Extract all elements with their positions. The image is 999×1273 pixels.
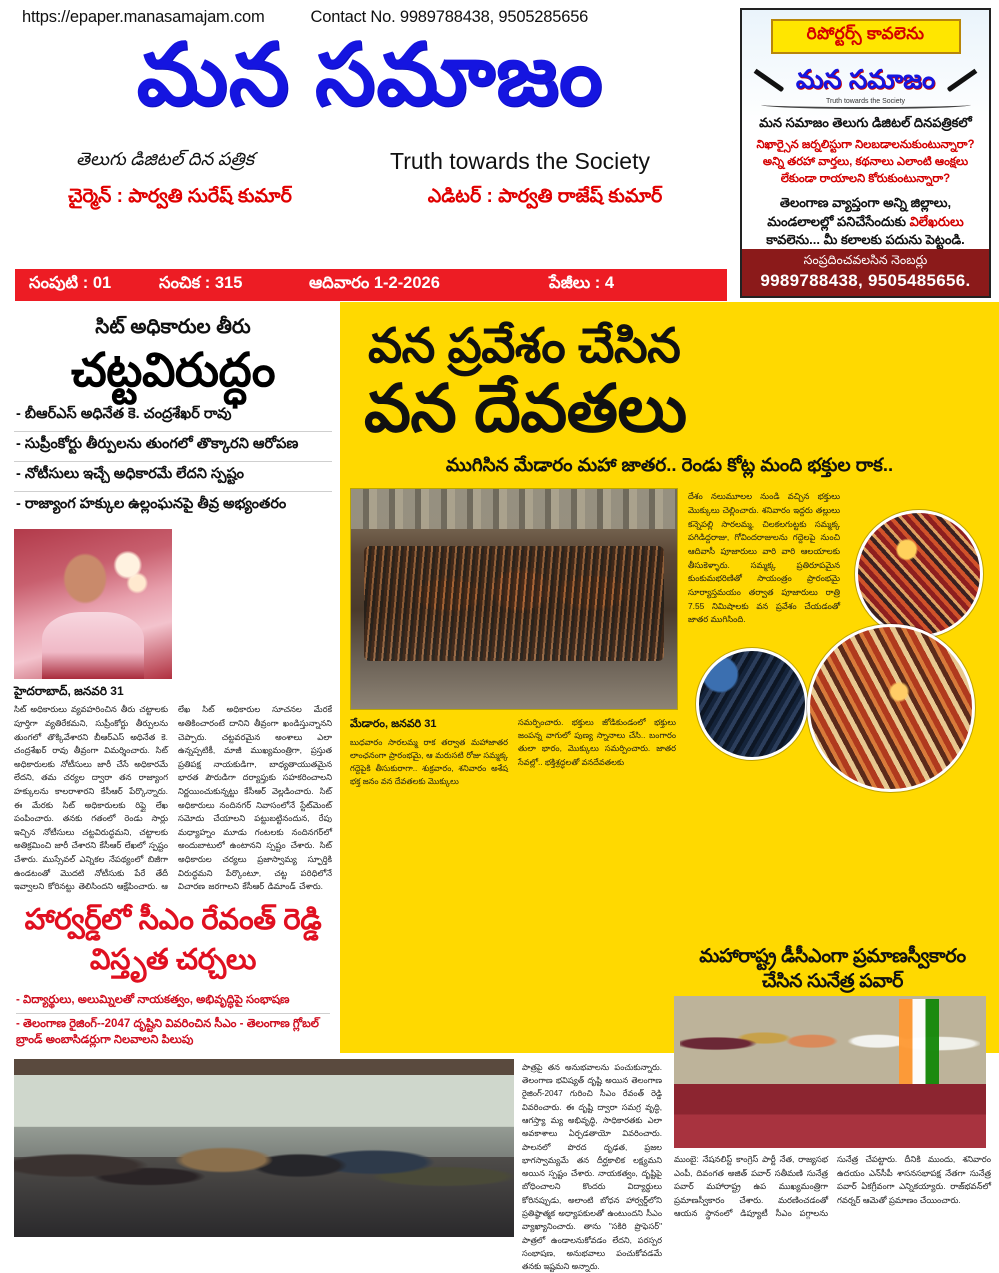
masthead-logo (0, 25, 740, 140)
kcr-story-flow (14, 527, 332, 894)
ad-line-1: మన సమాజం తెలుగు డిజిటల్ దినపత్రికలో (759, 115, 972, 131)
pawar-story-body: ముంబై: నేషనలిస్ట్ కాంగ్రెస్ పార్టీ నేత, రాజ్యసభ ఎంపీ, దివంగత అజిత్ పవార్ సతీమణి సునేత్ర పవార్ మహారాష్ట్ర ఉప ముఖ్యమంత్రిగా ప్రమాణస్వీకారం చేశారు. మరణించడంతో ఆయన స్థానంలో డిప్యూటీ సీఎం పగ్గాలను సునేత్ర చేపట్టారు. దీనికి ముందు, శనివారం ఉదయం ఎన్‌సీపీ శాసనసభాపక్ష నేతగా సునేత్ర పవార్ ఏకగ్రీవంగా ఎన్నికయ్యారు. రాజ్‌భవన్‌లో గవర్నర్ ఆమెతో ప్రమాణం చేయించారు. (674, 1154, 991, 1218)
ad-logo-subtitle: Truth towards the Society (825, 98, 906, 105)
medaram-col-1 (350, 716, 508, 788)
ad-line-3b: కావలెను... మీ కలాలకు పదును పెట్టండి. (766, 231, 965, 247)
medaram-right-text: దేశం నలుమూలల నుండి వచ్చిన భక్తులు మొక్కులు చెల్లించారు. శనివారం ఇద్దరు తల్లులు కన్నెపల్లి సారలమ్మ, చిలకలగుట్టకు సమ్మక్క పగిడిద్దరాజు, గోవిందరాజులను గద్దెలపై నుంచి ఆదివాసీ పూజారులు వారి వారి ఆలయాలకు తీసుకెళ్ళారు. సమ్మక్క ప్రతిరూపమైన కుంకుమభరిణితో సాయంత్రం ప్రారంభమై సూర్యాస్తమయం తర్వాత పూజారులు రాత్రి 7.55 నిమిషాలకు వన ప్రవేశం చేయడంతో జాతర ముగిసింది. (688, 491, 840, 625)
harvard-row (14, 1053, 662, 1273)
bullet-item: - తెలంగాణ రైజింగ్--2047 దృష్టిని వివరించిన సీఎం - తెలంగాణ గ్లోబల్ బ్రాండ్ అంబాసిడర్లుగా నిలవాలని పిలుపు (16, 1013, 330, 1053)
pawar-headline-line2: చేసిన సునేత్ర పవార్ (761, 970, 904, 992)
harvard-students-photo (14, 1059, 514, 1237)
kcr-photo (14, 529, 172, 679)
harvard-bullets (14, 986, 332, 1053)
ad-footer (742, 249, 989, 296)
medaram-right-block (688, 488, 989, 788)
medaram-circle-photo-2 (696, 648, 808, 760)
ad-logo-block (742, 64, 989, 105)
bullet-item: - సుప్రీంకోర్టు తీర్పులను తుంగలో తొక్కారని ఆరోపణ (14, 431, 332, 461)
ad-yellow-banner: రిపోర్టర్స్ కావలెను (771, 19, 961, 54)
recruitment-ad[interactable] (740, 8, 991, 298)
bullet-item: - నోటీసులు ఇచ్చే అధికారమే లేదని స్పష్టం (14, 461, 332, 491)
pages-label: పేజీలు : 4 (549, 274, 615, 292)
editor-credit: ఎడిటర్ : పార్వతి రాజేష్ కుమార్ (427, 186, 663, 207)
volume-label: సంపుటి : 01 (29, 274, 112, 292)
pawar-oath-photo (674, 996, 986, 1148)
contact-number: Contact No. 9989788438, 9505285656 (310, 8, 589, 26)
bullet-item: - రాజ్యాంగ హక్కుల ఉల్లంఘనపై తీవ్ర అభ్యంతరం (14, 491, 332, 521)
medaram-aerial-photo (350, 488, 678, 710)
medaram-left-block (350, 488, 680, 788)
medaram-headline-line1: వన ప్రవేశం చేసిన (368, 320, 681, 373)
left-column (0, 302, 340, 1053)
kcr-story-kicker: సిట్ అధికారుల తీరు (95, 316, 251, 338)
bullet-item: - బీఆర్ఎస్ అధినేత కె. చంద్రశేఖర్ రావు (16, 406, 232, 423)
issue-label: సంచిక : 315 (159, 274, 243, 292)
pawar-story-block (670, 945, 999, 1273)
ad-line-3a: తెలంగాణ వ్యాప్తంగా అన్ని జిల్లాలు, మండలాలల్లో పనిచేసేందుకు (767, 195, 952, 229)
ad-line-3-highlight: విలేఖరులు (909, 213, 964, 229)
medaram-circle-photo-3 (807, 624, 975, 792)
credits-row (0, 174, 740, 212)
masthead-left (0, 4, 740, 302)
kcr-dateline: హైదరాబాద్, జనవరి 31 (14, 684, 124, 699)
harvard-story-block (0, 1053, 670, 1273)
epaper-url[interactable]: https://epaper.manasamajam.com (22, 8, 265, 26)
medaram-caption-row (350, 710, 680, 788)
top-info-line (0, 4, 740, 27)
medaram-dateline: మేడారం, జనవరి 31 (350, 718, 437, 731)
main-content (0, 302, 999, 1053)
publication-title: మన సమాజం (136, 27, 604, 123)
harvard-story-body: పాత్రపై తన అనుభవాలను పంచుకున్నారు. తెలంగాణ భవిష్యత్ దృష్టి అయిన తెలంగాణ రైజింగ్-2047 గురించి సీఎం రేవంత్ రెడ్డి వివరించారు. ఈ దృష్టి ద్వారా సమగ్ర వృద్ధి, ఆగస్త్యా మ్య అభివృద్ధి, సాధికారతకు ఎలా అవకాశాలు ఏర్పడతాయో వివరించారు. పాలనలో పొరద దృఢత, ప్రజల భాగస్వామ్యమే తన దీర్ఘకాలిక లక్ష్యమని అయిన స్పష్టం చేశారు. నాయకత్వం, దృష్టిపై బోధించాలని కొందరు విద్యార్థులు కోరినప్పుడు, అలాంటి బోధన హార్వర్డ్‌లోని ప్రతిష్ఠాత్మక అధ్యాపకులతో ఉంటుందని సీఎం వ్యాఖ్యానించారు. తాను "సకిరి ప్రొఫెసర్" పాత్రలో ఉండాలనుకోవడం లేదని, పరస్పర సంభాషణ, అనుభవాలు పంచుకోవడమే తనకు ఇష్టమని అన్నారు. (522, 1062, 662, 1272)
tagline-telugu: తెలుగు డిజిటల్ దిన పత్రిక (76, 148, 254, 169)
kcr-story-bullets (14, 402, 332, 521)
tagline-row (0, 140, 740, 174)
ad-footer-numbers: 9989788438, 9505485656. (760, 271, 971, 290)
kcr-story-body: సిట్ అధికారులు వ్యవహరించిన తీరు చట్టాలకు పూర్తిగా వ్యతిరేకమని, సుప్రీంకోర్టు తీర్పులను తుంగలో తొక్కివేశారని బీఆర్ఎస్ అధినేత కె. చంద్రశేఖర్ రావు తీవ్రంగా విమర్శించారు. సిట్ అధికారులకు నోటీసులు జారీ చేసే అధికారమే లేదని, తమ చర్యల ద్వారా తన రాజ్యాంగ హక్కులను కాలరాశారని కేసీఆర్ పేర్కొన్నారు. ఈ మేరకు సిట్ అధికారులకు రిప్లై లేఖ పంపించారు. తనకు గతంలో రెండు సార్లు ఇచ్చిన నోటీసులు చట్టవిరుద్ధమని, చట్టాలకు అతిక్రమించి జారీ చేశారని కేసీఆర్ లేఖలో స్పష్టం చేశారు. ముస్సేవల్ ఎన్నికల నేపథ్యంలో బిజీగా ఉండటంతో మొదటి నోటీసుకు పేరే తేదీ ఇవ్వాలని కోరినట్టు తెలిసిందని ఆక్షేపించారు. ఆ లేఖ సిట్ అధికారుల సూచనల మేరకే అతికించారంటే దానిని తీవ్రంగా ఖండిస్తున్నానని చెప్పారు. చట్టవరమైన అంశాలు ఎలా ఉన్నప్పటికీ, మాజీ ముఖ్యమంత్రిగా, ప్రస్తుత ప్రతిపక్ష నాయకుడిగా, బాధ్యతాయుతమైన భారత పౌరుడిగా దర్యాప్తుకు సహకరించాలని నిర్ణయించుకున్నట్టు కేసీఆర్ వెల్లడించారు. సిట్ అధికారులు నందినగర్ నివాసంలోనే స్టేట్‌మెంట్ సమోదు చేయాలని పట్టుబట్టినందున, రేపు మధ్యాహ్నం మూడు గంటలకు నందినగర్‌లో అందుబాటులో ఉంటానని స్పష్టం చేశారు. సిట్ అధికారుల చర్యలు ప్రజాస్వామ్య స్ఫూర్తికి విరుద్ధమని పేర్కొంటూ, చట్ట పరిధిలోనే విచారణ జరగాలని కేసీఆర్ డిమాండ్ చేశారు. (14, 704, 332, 892)
tagline-english: Truth towards the Society (390, 147, 650, 174)
medaram-col1-text: బుధవారం సారలమ్మ రాక తర్వాత మహాజాతర లాంఛనంగా ప్రారంభమై, ఆ మరుసటి రోజు సమ్మక్క గద్దెపైకి తీసుకురాగా.. శుక్రవారం, శనివారం అశేష భక్త జనం వన దేవతలకు మొక్కులు (350, 737, 508, 787)
harvard-headline: హార్వర్డ్‌లో సీఎం రేవంత్ రెడ్డి విస్తృత చర్చలు (24, 903, 322, 976)
ad-footer-label: సంప్రదించవలసిన నెంబర్లు (803, 253, 928, 267)
ad-body (742, 109, 989, 249)
issue-info-bar (15, 269, 727, 301)
bullet-item: - విద్యార్థులు, అలుమ్నిలతో నాయకత్వం, అభివృద్ధిపై సంభాషణ (16, 993, 290, 1006)
ad-line-3 (750, 194, 981, 249)
pawar-headline-line1: మహారాష్ట్ర డీసీఎంగా ప్రమాణస్వీకారం (699, 945, 966, 967)
masthead (0, 0, 999, 302)
medaram-grid (350, 488, 989, 788)
medaram-headline-line2: వన దేవతలు (364, 370, 687, 445)
medaram-col-2: సమర్పించారు. భక్తులు జోడికుండంలో భక్తులు జంపన్న వాగులో పుణ్య స్నానాలు చేసి.. బంగారం తులా భారం, మొక్కులు సమర్పించారు. జాతర సేవల్లో.. భక్తిశ్రద్ధలతో వనదేవతలకు (518, 718, 676, 767)
chairman-credit: చైర్మెన్ : పార్వతి సురేష్ కుమార్ (68, 186, 292, 207)
date-label: ఆదివారం 1-2-2026 (309, 274, 440, 292)
ad-red-lines: నిఖార్సైన జర్నలిస్టుగా నిలబడాలనుకుంటున్నారా? అన్ని తరహా వార్తలు, కథనాలు ఎలాంటి ఆంక్షలు లేకుండా రాయాలని కోరుకుంటున్నారా? (756, 139, 975, 185)
ad-logo-title: మన సమాజం (795, 64, 936, 94)
medaram-feature (340, 302, 999, 1053)
medaram-subheadline: ముగిసిన మేడారం మహా జాతర.. రెండు కోట్ల మంది భక్తుల రాక.. (445, 454, 894, 476)
pawar-headline (674, 945, 991, 996)
kcr-story-headline: చట్టవిరుద్ధం (70, 343, 276, 396)
medaram-circle-photo-1 (855, 510, 983, 638)
